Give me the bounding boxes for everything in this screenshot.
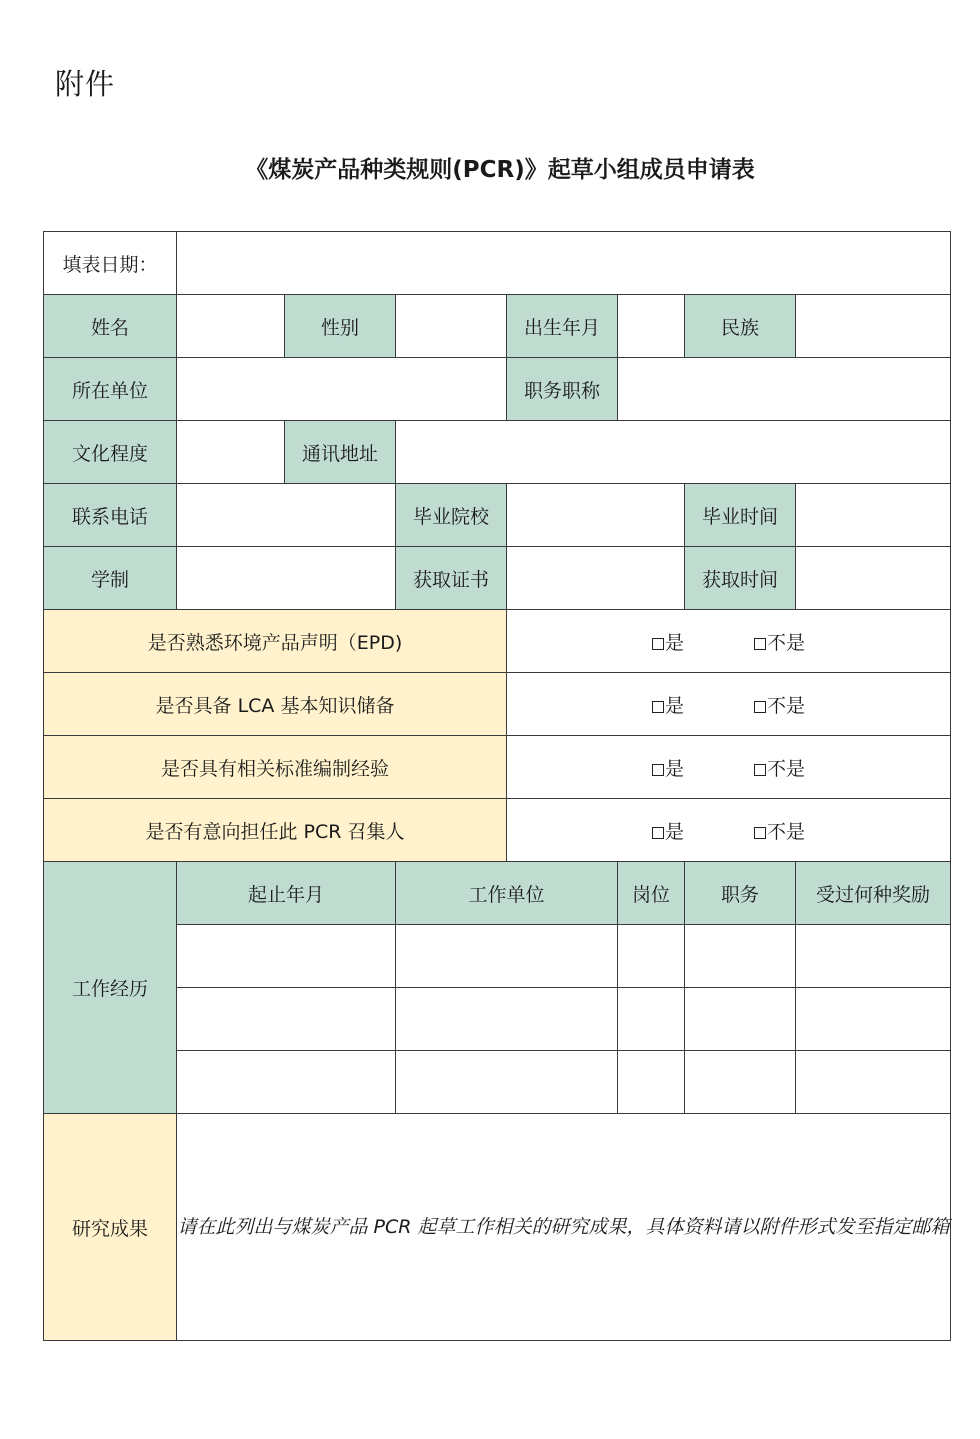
awards-field[interactable] [796,988,951,1051]
yes-no-choices [507,673,951,736]
no-option[interactable]: 不是 [754,628,805,655]
question-row-lca [44,673,951,736]
question-row-standards [44,736,951,799]
column-header-employer: 工作单位 [396,862,618,925]
study-system-label: 学制 [44,547,177,610]
employer-field[interactable] [396,1051,618,1114]
fill-date-label: 填表日期： [44,232,177,295]
form-title: 《煤炭产品种类规则(PCR)》起草小组成员申请表 [245,157,755,183]
checkbox-icon[interactable] [652,701,664,713]
fill-date-row [44,232,951,295]
gender-field[interactable] [396,295,507,358]
gender-label: 性别 [285,295,396,358]
ethnicity-label: 民族 [685,295,796,358]
column-header-post: 岗位 [618,862,685,925]
research-row [44,1114,951,1341]
education-label: 文化程度 [44,421,177,484]
column-header-period: 起止年月 [177,862,396,925]
checkbox-icon[interactable] [652,827,664,839]
certificate-time-field[interactable] [796,547,951,610]
no-option[interactable]: 不是 [754,691,805,718]
employer-label: 所在单位 [44,358,177,421]
column-header-awards: 受过何种奖励 [796,862,951,925]
school-label: 毕业院校 [396,484,507,547]
birth-date-field[interactable] [618,295,685,358]
address-label: 通讯地址 [285,421,396,484]
study-system-field[interactable] [177,547,396,610]
awards-field[interactable] [796,925,951,988]
school-field[interactable] [507,484,685,547]
graduation-time-label: 毕业时间 [685,484,796,547]
checkbox-icon[interactable] [652,638,664,650]
yes-option[interactable]: 是 [652,628,684,655]
study-system-row [44,547,951,610]
column-header-position: 职务 [685,862,796,925]
work-experience-row [44,988,951,1051]
yes-no-choices [507,736,951,799]
question-label: 是否有意向担任此 PCR 召集人 [44,799,507,862]
position-title-field[interactable] [618,358,951,421]
checkbox-icon[interactable] [754,764,766,776]
certificate-field[interactable] [507,547,685,610]
application-form-table [43,231,951,1341]
work-experience-label: 工作经历 [44,862,177,1114]
checkbox-icon[interactable] [754,701,766,713]
education-field[interactable] [177,421,285,484]
position-field[interactable] [685,1051,796,1114]
attachment-label: 附件 [55,67,116,101]
no-option[interactable]: 不是 [754,754,805,781]
checkbox-icon[interactable] [754,827,766,839]
period-field[interactable] [177,1051,396,1114]
question-label: 是否具有相关标准编制经验 [44,736,507,799]
yes-option[interactable]: 是 [652,754,684,781]
certificate-time-label: 获取时间 [685,547,796,610]
post-field[interactable] [618,925,685,988]
post-field[interactable] [618,988,685,1051]
yes-option[interactable]: 是 [652,691,684,718]
certificate-label: 获取证书 [396,547,507,610]
education-row [44,421,951,484]
no-option[interactable]: 不是 [754,817,805,844]
question-label: 是否具备 LCA 基本知识储备 [44,673,507,736]
work-experience-row [44,1051,951,1114]
employer-field[interactable] [396,988,618,1051]
research-label: 研究成果 [44,1114,177,1341]
post-field[interactable] [618,1051,685,1114]
awards-field[interactable] [796,1051,951,1114]
name-label: 姓名 [44,295,177,358]
checkbox-icon[interactable] [652,764,664,776]
ethnicity-field[interactable] [796,295,951,358]
position-field[interactable] [685,988,796,1051]
birth-date-label: 出生年月 [507,295,618,358]
checkbox-icon[interactable] [754,638,766,650]
period-field[interactable] [177,925,396,988]
name-row [44,295,951,358]
question-label: 是否熟悉环境产品声明（EPD) [44,610,507,673]
position-field[interactable] [685,925,796,988]
graduation-time-field[interactable] [796,484,951,547]
fill-date-field[interactable] [177,232,951,295]
employer-row [44,358,951,421]
employer-field[interactable] [177,358,507,421]
phone-field[interactable] [177,484,396,547]
position-title-label: 职务职称 [507,358,618,421]
yes-no-choices [507,610,951,673]
question-row-convener [44,799,951,862]
research-field[interactable]: 请在此列出与煤炭产品 PCR 起草工作相关的研究成果，具体资料请以附件形式发至指定邮箱 [177,1114,951,1341]
work-experience-row [44,925,951,988]
employer-field[interactable] [396,925,618,988]
phone-label: 联系电话 [44,484,177,547]
work-experience-header-row [44,862,951,925]
phone-row [44,484,951,547]
yes-no-choices [507,799,951,862]
address-field[interactable] [396,421,951,484]
period-field[interactable] [177,988,396,1051]
yes-option[interactable]: 是 [652,817,684,844]
name-field[interactable] [177,295,285,358]
question-row-epd [44,610,951,673]
